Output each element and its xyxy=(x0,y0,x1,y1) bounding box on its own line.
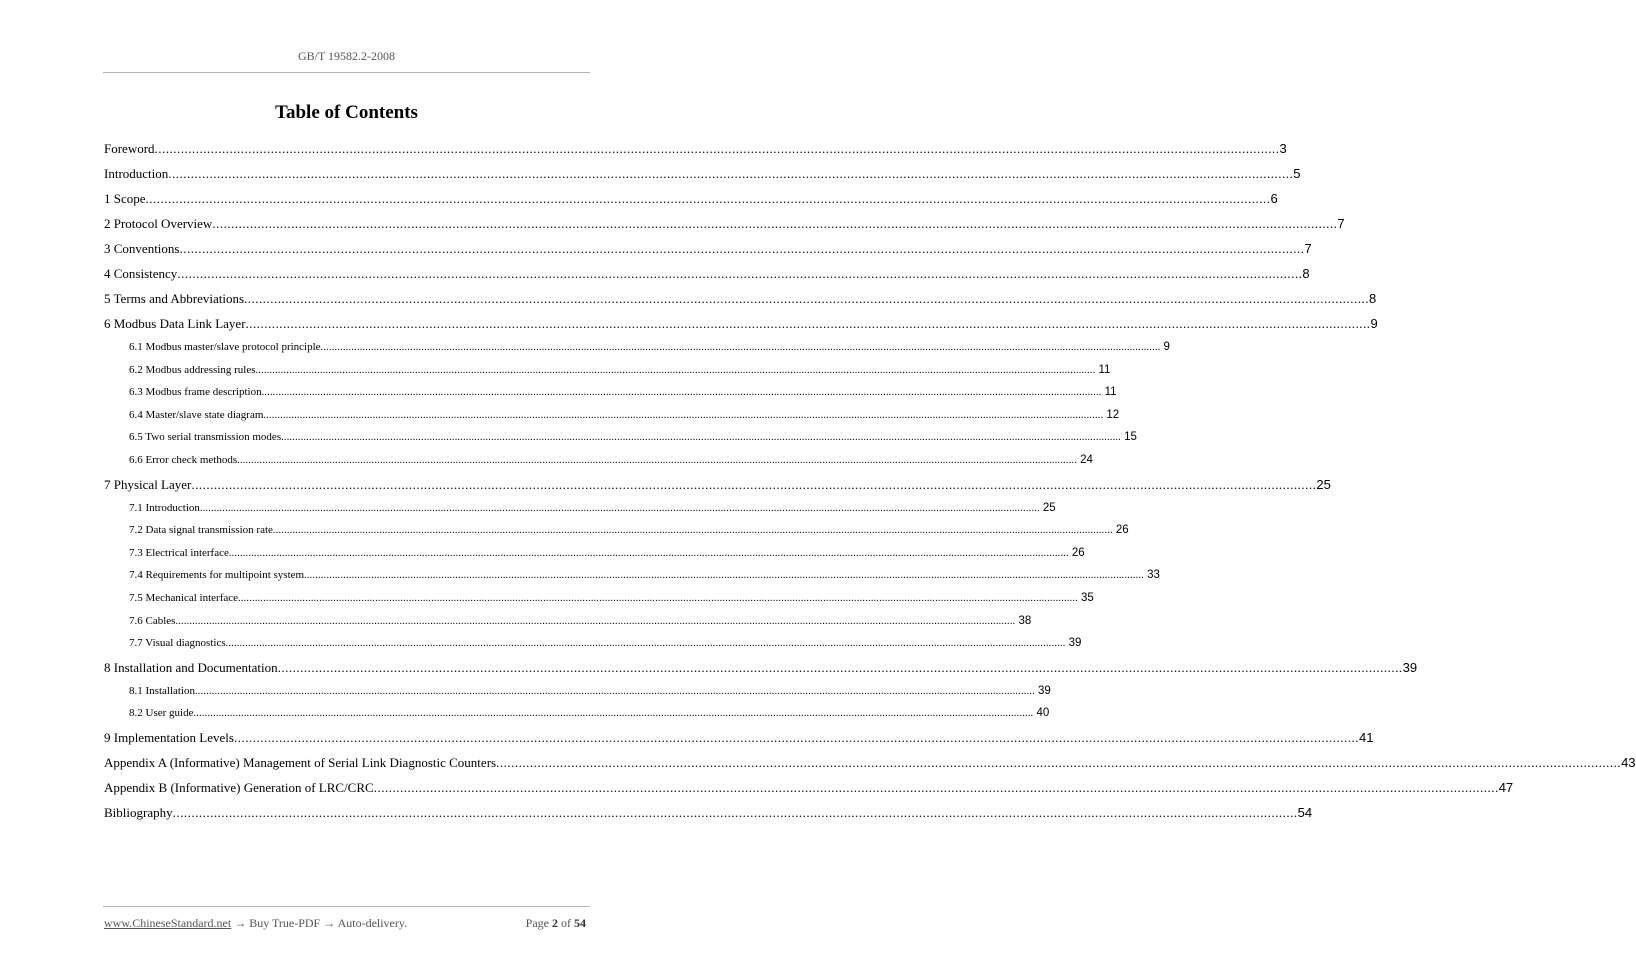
toc-entry[interactable] xyxy=(104,564,1160,587)
toc-entry-page: 3 xyxy=(1279,141,1287,156)
toc-dot-leader: ............................................................................................................................................................................................................................................................................................................ xyxy=(272,525,1113,537)
toc-dot-leader: ............................................................................................................................................................................................................................................................................................................ xyxy=(233,729,1359,745)
toc-entry-page: 41 xyxy=(1358,729,1374,745)
toc-dot-leader: ............................................................................................................................................................................................................................................................................................................ xyxy=(168,166,1294,181)
toc-entry-title: Bibliography xyxy=(104,804,173,820)
toc-dot-leader: ............................................................................................................................................................................................................................................................................................................ xyxy=(195,685,1035,697)
toc-entry-page: 24 xyxy=(1080,453,1093,466)
toc-dot-leader: ............................................................................................................................................................................................................................................................................................................ xyxy=(373,779,1499,795)
toc-entry[interactable] xyxy=(104,359,1111,382)
toc-dot-leader: ............................................................................................................................................................................................................................................................................................................ xyxy=(244,291,1370,306)
toc-dot-leader: ............................................................................................................................................................................................................................................................................................................ xyxy=(212,216,1338,231)
toc-entry-page: 33 xyxy=(1147,569,1160,582)
toc-entry[interactable] xyxy=(104,161,1301,186)
toc-entry[interactable] xyxy=(104,426,1137,449)
toc-entry-title: 2 Protocol Overview xyxy=(104,216,213,231)
toc-dot-leader: ............................................................................................................................................................................................................................................................................................................ xyxy=(172,804,1298,820)
toc-entry[interactable] xyxy=(104,336,1170,359)
toc-entry-page: 40 xyxy=(1036,707,1050,720)
toc-dot-leader: ............................................................................................................................................................................................................................................................................................................ xyxy=(228,547,1069,559)
toc-entry-title: Introduction xyxy=(104,166,169,181)
toc-dot-leader: ............................................................................................................................................................................................................................................................................................................ xyxy=(238,592,1079,604)
toc-entry-page: 35 xyxy=(1081,591,1094,604)
toc-entry-title: 7.5 Mechanical interface xyxy=(129,591,239,604)
running-header: GB/T 19582.2-2008 xyxy=(297,49,396,63)
toc-entry-page: 9 xyxy=(1370,316,1378,331)
toc-entry-page: 54 xyxy=(1297,804,1313,820)
toc-dot-leader: ............................................................................................................................................................................................................................................................................................................ xyxy=(145,191,1271,206)
toc-entry-page: 43 xyxy=(1621,754,1636,770)
toc-entry[interactable] xyxy=(104,311,1378,336)
toc-entry-title: 6.5 Two serial transmission modes xyxy=(129,431,282,444)
page-label: Page xyxy=(525,916,549,930)
toc-entry[interactable] xyxy=(104,750,1636,775)
toc-entry-title: Foreword xyxy=(104,141,155,156)
toc-entry-page: 11 xyxy=(1098,363,1111,376)
toc-entry-title: 8.1 Installation xyxy=(129,684,195,697)
toc-entry-title: 8.2 User guide xyxy=(129,707,194,720)
toc-entry-title: 7.6 Cables xyxy=(129,614,176,627)
toc-entry-title: 5 Terms and Abbreviations xyxy=(104,291,245,306)
toc-dot-leader: ............................................................................................................................................................................................................................................................................................................ xyxy=(225,638,1066,650)
toc-dot-leader: ............................................................................................................................................................................................................................................................................................................ xyxy=(304,570,1145,582)
toc-entry-page: 12 xyxy=(1106,408,1120,421)
header-divider xyxy=(103,72,590,73)
toc-entry-page: 47 xyxy=(1498,779,1514,795)
toc-entry-title: 6.3 Modbus frame description xyxy=(129,386,262,399)
footer-promo-text: → Buy True-PDF → Auto-delivery. xyxy=(231,916,408,930)
toc-entry-page: 25 xyxy=(1042,501,1056,514)
toc-entry-title: 7.2 Data signal transmission rate xyxy=(129,524,273,537)
toc-dot-leader: ............................................................................................................................................................................................................................................................................................................ xyxy=(281,432,1122,444)
toc-entry[interactable] xyxy=(104,680,1051,703)
toc-entry-page: 39 xyxy=(1402,659,1418,675)
toc-entry-title: 6 Modbus Data Link Layer xyxy=(104,316,246,331)
toc-entry[interactable] xyxy=(104,286,1377,311)
toc-entry[interactable] xyxy=(104,702,1050,725)
toc-entry-title: 6.2 Modbus addressing rules xyxy=(129,363,256,376)
toc-dot-leader: ............................................................................................................................................................................................................................................................................................................ xyxy=(193,708,1034,720)
toc-entry[interactable] xyxy=(104,497,1056,520)
toc-dot-leader: ............................................................................................................................................................................................................................................................................................................ xyxy=(199,502,1040,514)
toc-dot-leader: ............................................................................................................................................................................................................................................................................................................ xyxy=(237,454,1078,466)
toc-entry-page: 7 xyxy=(1304,241,1312,256)
toc-entry-title: 9 Implementation Levels xyxy=(104,729,234,745)
toc-dot-leader: ............................................................................................................................................................................................................................................................................................................ xyxy=(277,659,1403,675)
toc-entry[interactable] xyxy=(104,381,1117,404)
toc-entry-page: 9 xyxy=(1163,341,1170,353)
table-of-contents xyxy=(104,136,1636,825)
toc-entry[interactable] xyxy=(104,587,1094,610)
toc-entry[interactable] xyxy=(104,800,1313,825)
toc-entry-page: 39 xyxy=(1038,684,1051,697)
toc-entry-title: Appendix B (Informative) Generation of LRC/CRC xyxy=(104,779,374,795)
toc-entry[interactable] xyxy=(104,775,1514,800)
toc-dot-leader: ............................................................................................................................................................................................................................................................................................................ xyxy=(154,141,1280,156)
footer-divider xyxy=(103,906,590,907)
page-indicator xyxy=(526,916,586,931)
toc-entry-page: 38 xyxy=(1018,614,1032,627)
toc-entry-title: 4 Consistency xyxy=(104,266,178,281)
toc-dot-leader: ............................................................................................................................................................................................................................................................................................................ xyxy=(263,409,1104,421)
toc-entry-title: 3 Conventions xyxy=(104,241,180,256)
page-title: Table of Contents xyxy=(275,102,418,123)
toc-entry-page: 6 xyxy=(1270,191,1278,206)
toc-entry-title: 7 Physical Layer xyxy=(104,476,192,492)
toc-dot-leader: ............................................................................................................................................................................................................................................................................................................ xyxy=(261,387,1102,399)
toc-entry-title: 8 Installation and Documentation xyxy=(104,659,278,675)
toc-entry-title: 7.4 Requirements for multipoint system xyxy=(129,569,305,582)
toc-dot-leader: ............................................................................................................................................................................................................................................................................................................ xyxy=(177,266,1303,281)
toc-entry-page: 26 xyxy=(1071,546,1085,559)
toc-dot-leader: ............................................................................................................................................................................................................................................................................................................ xyxy=(255,364,1096,376)
toc-entry[interactable] xyxy=(104,404,1120,427)
page-footer xyxy=(104,916,586,931)
toc-dot-leader: ............................................................................................................................................................................................................................................................................................................ xyxy=(320,342,1161,353)
toc-entry-page: 25 xyxy=(1316,476,1331,492)
toc-entry[interactable] xyxy=(104,136,1287,161)
toc-entry[interactable] xyxy=(104,725,1374,750)
toc-entry[interactable] xyxy=(104,632,1082,655)
toc-dot-leader: ............................................................................................................................................................................................................................................................................................................ xyxy=(191,476,1317,492)
website-link[interactable]: www.ChineseStandard.net xyxy=(104,916,232,930)
toc-dot-leader: ............................................................................................................................................................................................................................................................................................................ xyxy=(245,316,1371,331)
toc-entry[interactable] xyxy=(104,211,1345,236)
toc-dot-leader: ............................................................................................................................................................................................................................................................................................................ xyxy=(179,241,1305,256)
toc-entry-page: 26 xyxy=(1115,524,1129,537)
toc-entry[interactable] xyxy=(104,261,1310,286)
toc-entry[interactable] xyxy=(104,542,1085,565)
toc-entry[interactable] xyxy=(104,472,1331,497)
toc-entry-title: 6.6 Error check methods xyxy=(129,453,238,466)
toc-entry-title: 7.3 Electrical interface xyxy=(129,546,229,559)
toc-entry-title: 7.7 Visual diagnostics xyxy=(129,637,226,650)
toc-entry[interactable] xyxy=(104,449,1093,472)
toc-entry-page: 15 xyxy=(1124,431,1137,444)
toc-entry-page: 7 xyxy=(1337,216,1345,231)
total-pages: 54 xyxy=(574,916,586,930)
toc-entry[interactable] xyxy=(104,519,1129,542)
toc-dot-leader: ............................................................................................................................................................................................................................................................................................................ xyxy=(175,615,1016,627)
toc-entry-title: 6.1 Modbus master/slave protocol principle xyxy=(129,341,321,353)
of-label: of xyxy=(561,916,571,930)
toc-dot-leader: ............................................................................................................................................................................................................................................................................................................ xyxy=(496,754,1622,770)
current-page-number: 2 xyxy=(552,916,558,930)
toc-entry-page: 8 xyxy=(1302,266,1310,281)
toc-entry-title: Appendix A (Informative) Management of Serial Link Diagnostic Counters xyxy=(104,754,497,770)
toc-entry[interactable] xyxy=(104,236,1312,261)
toc-entry[interactable] xyxy=(104,186,1278,211)
toc-entry[interactable] xyxy=(104,610,1032,633)
toc-entry-title: 7.1 Introduction xyxy=(129,501,200,514)
toc-entry-page: 39 xyxy=(1068,637,1082,650)
toc-entry-page: 8 xyxy=(1369,291,1377,306)
toc-entry-page: 11 xyxy=(1104,386,1117,399)
toc-entry[interactable] xyxy=(104,655,1418,680)
toc-entry-page: 5 xyxy=(1293,166,1301,181)
toc-entry-title: 1 Scope xyxy=(104,191,146,206)
toc-entry-title: 6.4 Master/slave state diagram xyxy=(129,408,264,421)
